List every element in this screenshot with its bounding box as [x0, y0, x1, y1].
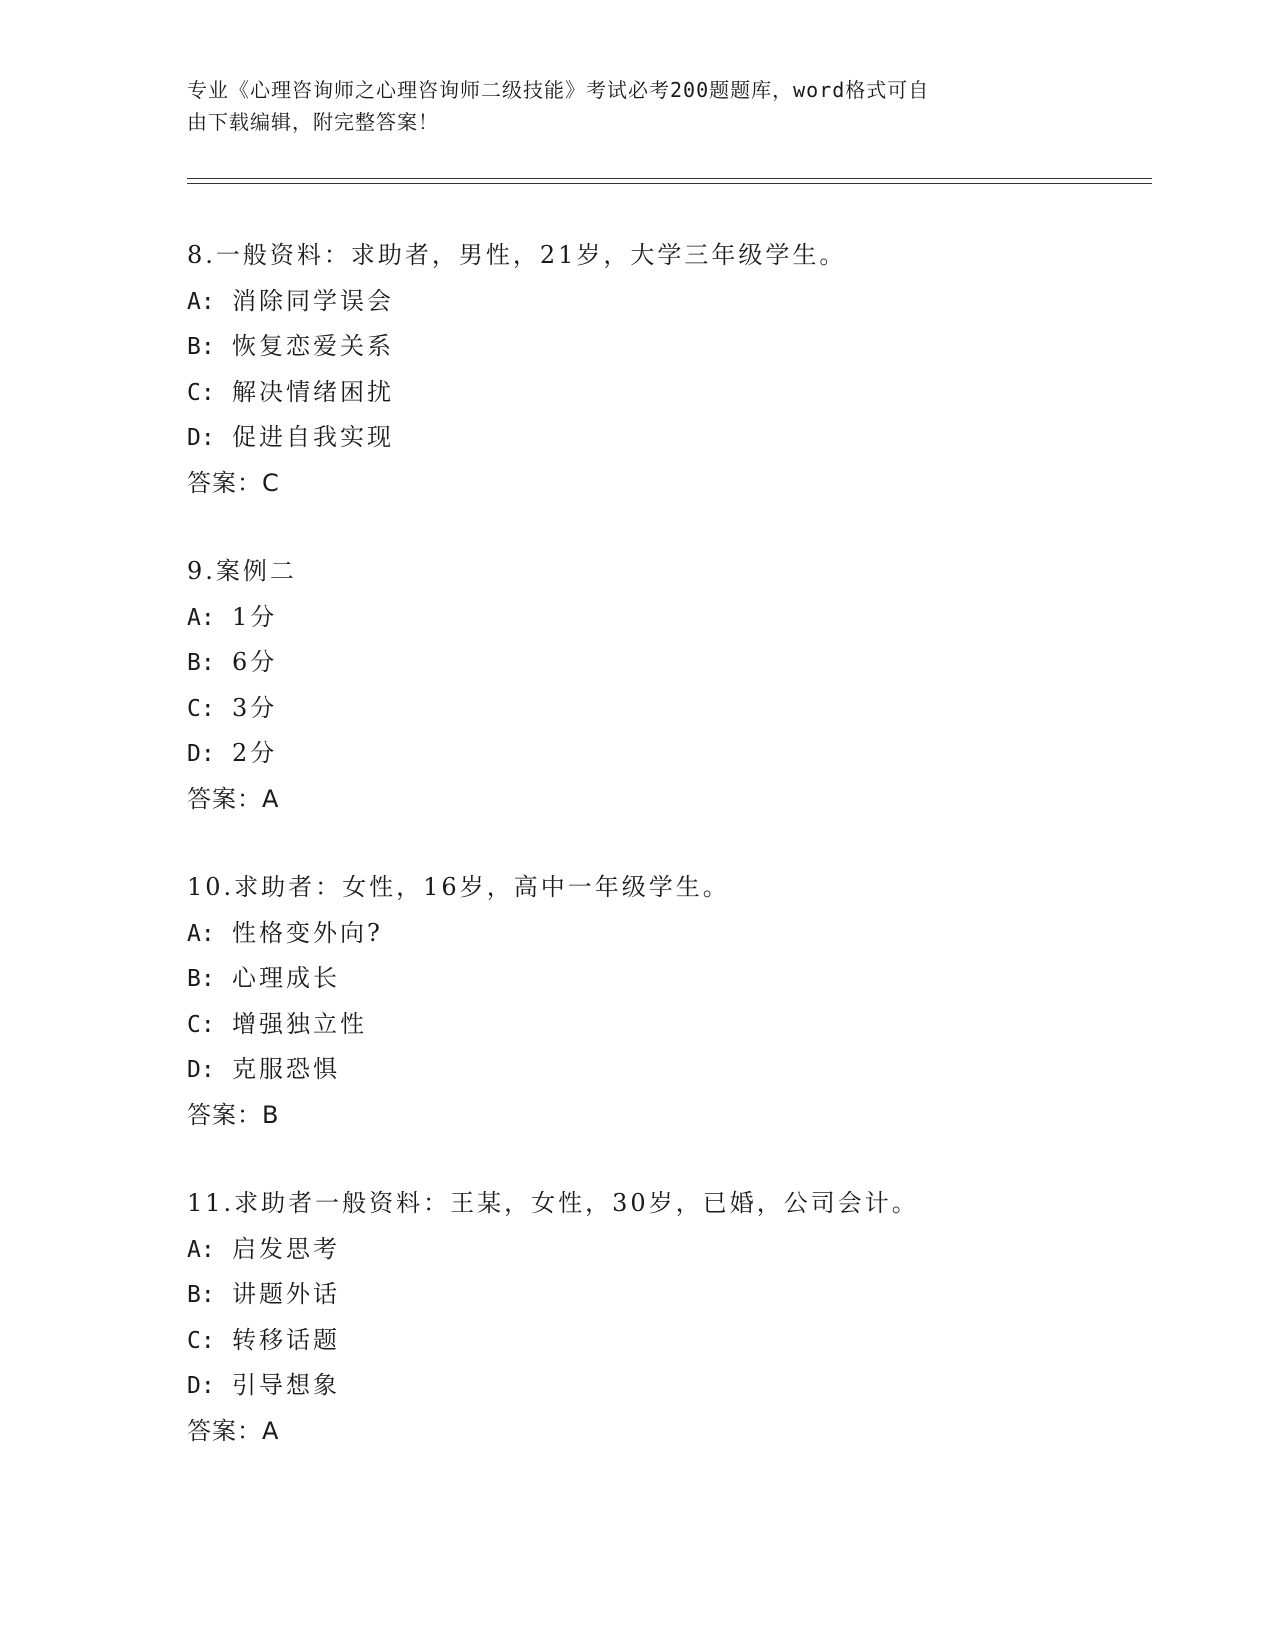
question-stem: 8.一般资料：求助者，男性，21岁，大学三年级学生。 — [187, 241, 847, 269]
option-a — [187, 595, 1147, 641]
option-b — [187, 956, 1147, 1002]
option-text: 克服恐惧 — [232, 1055, 340, 1084]
option-text: 心理成长 — [232, 964, 340, 993]
option-text: 2分 — [232, 739, 278, 768]
option-d — [187, 731, 1147, 777]
header-line-2: 由下载编辑，附完整答案！ — [187, 110, 439, 134]
option-letter: A: — [187, 920, 215, 947]
option-letter: B: — [187, 966, 215, 993]
header-line-1: 专业《心理咨询师之心理咨询师二级技能》考试必考200题题库，word格式可自 — [187, 78, 930, 102]
option-text: 解决情绪困扰 — [232, 377, 394, 406]
question-block — [187, 865, 1147, 1139]
answer-line: 答案：B — [187, 1100, 280, 1129]
question-stem: 9.案例二 — [187, 557, 297, 585]
header-divider-bottom — [187, 183, 1152, 184]
option-letter: C: — [187, 695, 215, 722]
option-c — [187, 370, 1147, 416]
option-b — [187, 324, 1147, 370]
option-letter: B: — [187, 650, 215, 677]
header-divider-top — [187, 178, 1152, 179]
option-a — [187, 1227, 1147, 1273]
option-letter: D: — [187, 741, 215, 768]
option-text: 转移话题 — [232, 1325, 340, 1354]
option-d — [187, 1363, 1147, 1409]
option-text: 6分 — [232, 648, 278, 677]
option-d — [187, 1047, 1147, 1093]
question-stem: 10.求助者：女性，16岁，高中一年级学生。 — [187, 873, 730, 901]
option-a — [187, 911, 1147, 957]
option-text: 3分 — [232, 693, 278, 722]
option-letter: A: — [187, 604, 215, 631]
option-letter: A: — [187, 288, 215, 315]
question-stem: 11.求助者一般资料：王某，女性，30岁，已婚，公司会计。 — [187, 1189, 919, 1217]
option-letter: C: — [187, 1011, 215, 1038]
question-block — [187, 233, 1147, 507]
option-c — [187, 1318, 1147, 1364]
option-text: 增强独立性 — [232, 1009, 367, 1038]
option-letter: D: — [187, 1373, 215, 1400]
question-block — [187, 549, 1147, 823]
option-letter: A: — [187, 1236, 215, 1263]
option-text: 引导想象 — [232, 1371, 340, 1400]
answer-line: 答案：A — [187, 1416, 280, 1445]
option-b — [187, 640, 1147, 686]
option-text: 1分 — [232, 602, 278, 631]
option-letter: D: — [187, 425, 215, 452]
option-letter: C: — [187, 1327, 215, 1354]
option-d — [187, 415, 1147, 461]
document-header — [187, 74, 1067, 138]
option-text: 促进自我实现 — [232, 423, 394, 452]
answer-line: 答案：A — [187, 784, 280, 813]
option-c — [187, 686, 1147, 732]
option-text: 讲题外话 — [232, 1280, 340, 1309]
option-text: 启发思考 — [232, 1234, 340, 1263]
option-text: 性格变外向? — [232, 918, 383, 947]
question-block — [187, 1181, 1147, 1455]
option-text: 消除同学误会 — [232, 286, 394, 315]
option-a — [187, 279, 1147, 325]
option-c — [187, 1002, 1147, 1048]
answer-line: 答案：C — [187, 468, 280, 497]
option-letter: B: — [187, 334, 215, 361]
option-b — [187, 1272, 1147, 1318]
option-letter: B: — [187, 1282, 215, 1309]
option-letter: C: — [187, 379, 215, 406]
option-text: 恢复恋爱关系 — [232, 332, 394, 361]
option-letter: D: — [187, 1057, 215, 1084]
